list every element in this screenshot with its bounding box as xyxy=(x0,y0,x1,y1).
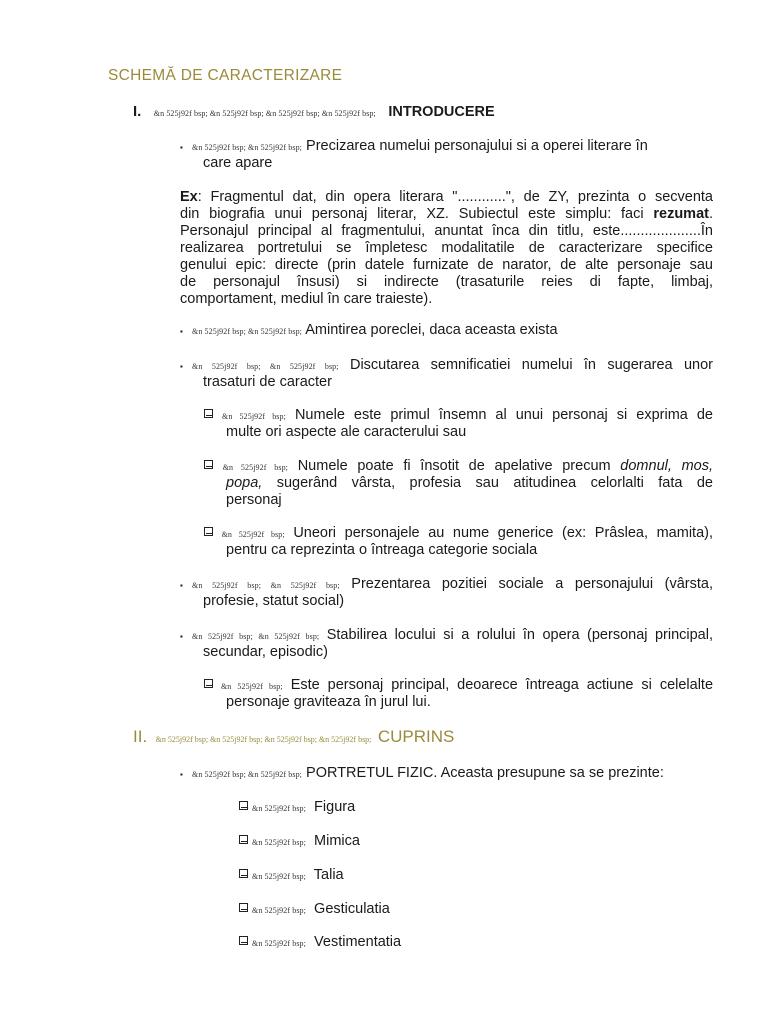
checkbox-bullet-icon xyxy=(239,835,248,844)
list-item xyxy=(180,576,713,594)
filler-text: &n 525j92f bsp; &n 525j92f bsp; xyxy=(192,327,302,336)
example-paragraph xyxy=(180,189,713,308)
checkbox-bullet-icon xyxy=(239,869,248,878)
item-text: Prezentarea pozitiei sociale a personajului (vârsta, xyxy=(351,576,713,592)
item-text: Uneori personajele au nume generice (ex: Prâslea, mamita), xyxy=(293,525,713,541)
filler-text: &n 525j92f bsp; xyxy=(252,872,306,881)
sub-list-item xyxy=(239,833,360,851)
checkbox-bullet-icon xyxy=(239,936,248,945)
page-title: SCHEMĂ DE CARACTERIZARE xyxy=(108,67,343,84)
item-text: Figura xyxy=(314,799,356,815)
bullet-square-icon: ▪ xyxy=(180,581,183,590)
section-title: CUPRINS xyxy=(377,727,455,746)
example-line: genului epic: directe (prin datele furnizate de narator, de alte personaje sau xyxy=(180,257,713,273)
item-text: Stabilirea locului si a rolului în opera (personaj principal, xyxy=(326,627,713,643)
list-item xyxy=(180,322,558,340)
checkbox-bullet-icon xyxy=(204,409,213,418)
example-line: : Fragmentul dat, din opera literara "............", de ZY, prezinta o secventa xyxy=(197,189,713,205)
sub-list-item xyxy=(239,867,344,885)
section-heading-cuprins xyxy=(133,727,454,747)
item-text: PORTRETUL FIZIC. Aceasta presupune sa se prezinte: xyxy=(306,765,664,781)
item-continuation: personaje graviteaza în jurul lui. xyxy=(226,694,431,710)
item-text: Talia xyxy=(313,867,344,883)
example-line: realizarea portretului se împletesc modalitatile de caracterizare specifice xyxy=(180,240,713,256)
checkbox-bullet-icon xyxy=(239,903,248,912)
filler-text: &n 525j92f bsp; &n 525j92f bsp; xyxy=(192,770,302,779)
bullet-square-icon: ▪ xyxy=(180,362,183,371)
bullet-square-icon: ▪ xyxy=(180,770,183,779)
item-text: sugerând vârsta, profesia sau atitudinea celorlalti fata de xyxy=(262,475,713,491)
item-continuation: multe ori aspecte ale caracterului sau xyxy=(226,424,467,440)
filler-text: &n 525j92f bsp; xyxy=(221,530,285,539)
item-continuation: secundar, episodic) xyxy=(203,644,328,660)
filler-text: &n 525j92f bsp; xyxy=(220,682,283,691)
list-item xyxy=(180,627,713,645)
checkbox-bullet-icon xyxy=(204,679,213,688)
item-text: Mimica xyxy=(314,833,360,849)
filler-text: &n 525j92f bsp; &n 525j92f bsp; xyxy=(192,143,302,152)
item-italic: popa, xyxy=(226,475,263,491)
item-continuation: trasaturi de caracter xyxy=(203,374,332,390)
item-text: Numele este primul însemn al unui personaj si exprima de xyxy=(294,407,713,423)
example-line: Personajul principal al fragmentului, anuntat înca din titlu, este....................În xyxy=(180,223,713,239)
example-label: Ex xyxy=(180,189,198,205)
item-italic: domnul, mos, xyxy=(620,458,714,474)
item-text: Vestimentatia xyxy=(314,934,402,950)
filler-text: &n 525j92f bsp; xyxy=(252,804,306,813)
sub-list-item xyxy=(239,901,390,919)
filler-text: &n 525j92f bsp; &n 525j92f bsp; xyxy=(192,362,339,371)
bullet-square-icon: ▪ xyxy=(180,632,183,641)
list-item xyxy=(180,357,713,375)
section-numeral: II. xyxy=(133,727,148,746)
item-text: Discutarea semnificatiei numelui în sugerarea unor xyxy=(349,357,713,373)
bullet-square-icon: ▪ xyxy=(180,143,183,152)
section-title: INTRODUCERE xyxy=(388,104,495,120)
sub-list-item xyxy=(204,525,713,543)
sub-list-item xyxy=(204,677,713,695)
filler-text: &n 525j92f bsp; xyxy=(252,939,306,948)
section-numeral: I. xyxy=(133,103,142,120)
example-line: . xyxy=(708,206,713,222)
filler-text: &n 525j92f bsp; &n 525j92f bsp; &n 525j92f bsp; &n 525j92f bsp; xyxy=(155,735,372,744)
list-item xyxy=(180,138,713,156)
example-line: din biografia unui personaj literar, XZ. Subiectul este simplu: faci xyxy=(180,206,654,222)
checkbox-bullet-icon xyxy=(204,460,213,469)
filler-text: &n 525j92f bsp; xyxy=(222,463,288,472)
filler-text: &n 525j92f bsp; xyxy=(252,838,306,847)
rezumat-bold: rezumat xyxy=(653,206,709,222)
item-continuation: profesie, statut social) xyxy=(203,593,345,609)
item-text: Este personaj principal, deoarece întreaga actiune si celelalte xyxy=(290,677,714,693)
item-continuation: pentru ca reprezinta o întreaga categorie sociala xyxy=(226,542,538,558)
checkbox-bullet-icon xyxy=(239,801,248,810)
filler-text: &n 525j92f bsp; &n 525j92f bsp; &n 525j92f bsp; &n 525j92f bsp; xyxy=(153,109,376,118)
example-line: comportament, mediul în care traieste). xyxy=(180,291,433,307)
item-continuation: personaj xyxy=(226,492,282,508)
filler-text: &n 525j92f bsp; &n 525j92f bsp; xyxy=(192,581,340,590)
filler-text: &n 525j92f bsp; xyxy=(222,412,286,421)
item-continuation: care apare xyxy=(203,155,273,171)
sub-list-item xyxy=(239,799,355,817)
list-item xyxy=(180,765,664,783)
example-line: de personajul însusi) si indirecte (trasaturile reies di fapte, limbaj, xyxy=(180,274,713,290)
sub-list-item xyxy=(239,934,401,952)
item-text: Gesticulatia xyxy=(314,901,390,917)
item-text: Numele poate fi însotit de apelative precum xyxy=(297,458,621,474)
item-text: Precizarea numelui personajului si a operei literare în xyxy=(306,138,648,154)
item-continuation xyxy=(226,475,713,492)
filler-text: &n 525j92f bsp; xyxy=(252,906,306,915)
section-heading-introducere xyxy=(133,103,495,121)
item-text: Amintirea poreclei, daca aceasta exista xyxy=(305,322,558,338)
sub-list-item xyxy=(204,407,713,425)
checkbox-bullet-icon xyxy=(204,527,213,536)
sub-list-item xyxy=(204,458,713,476)
bullet-square-icon: ▪ xyxy=(180,327,183,336)
filler-text: &n 525j92f bsp; &n 525j92f bsp; xyxy=(192,632,320,641)
